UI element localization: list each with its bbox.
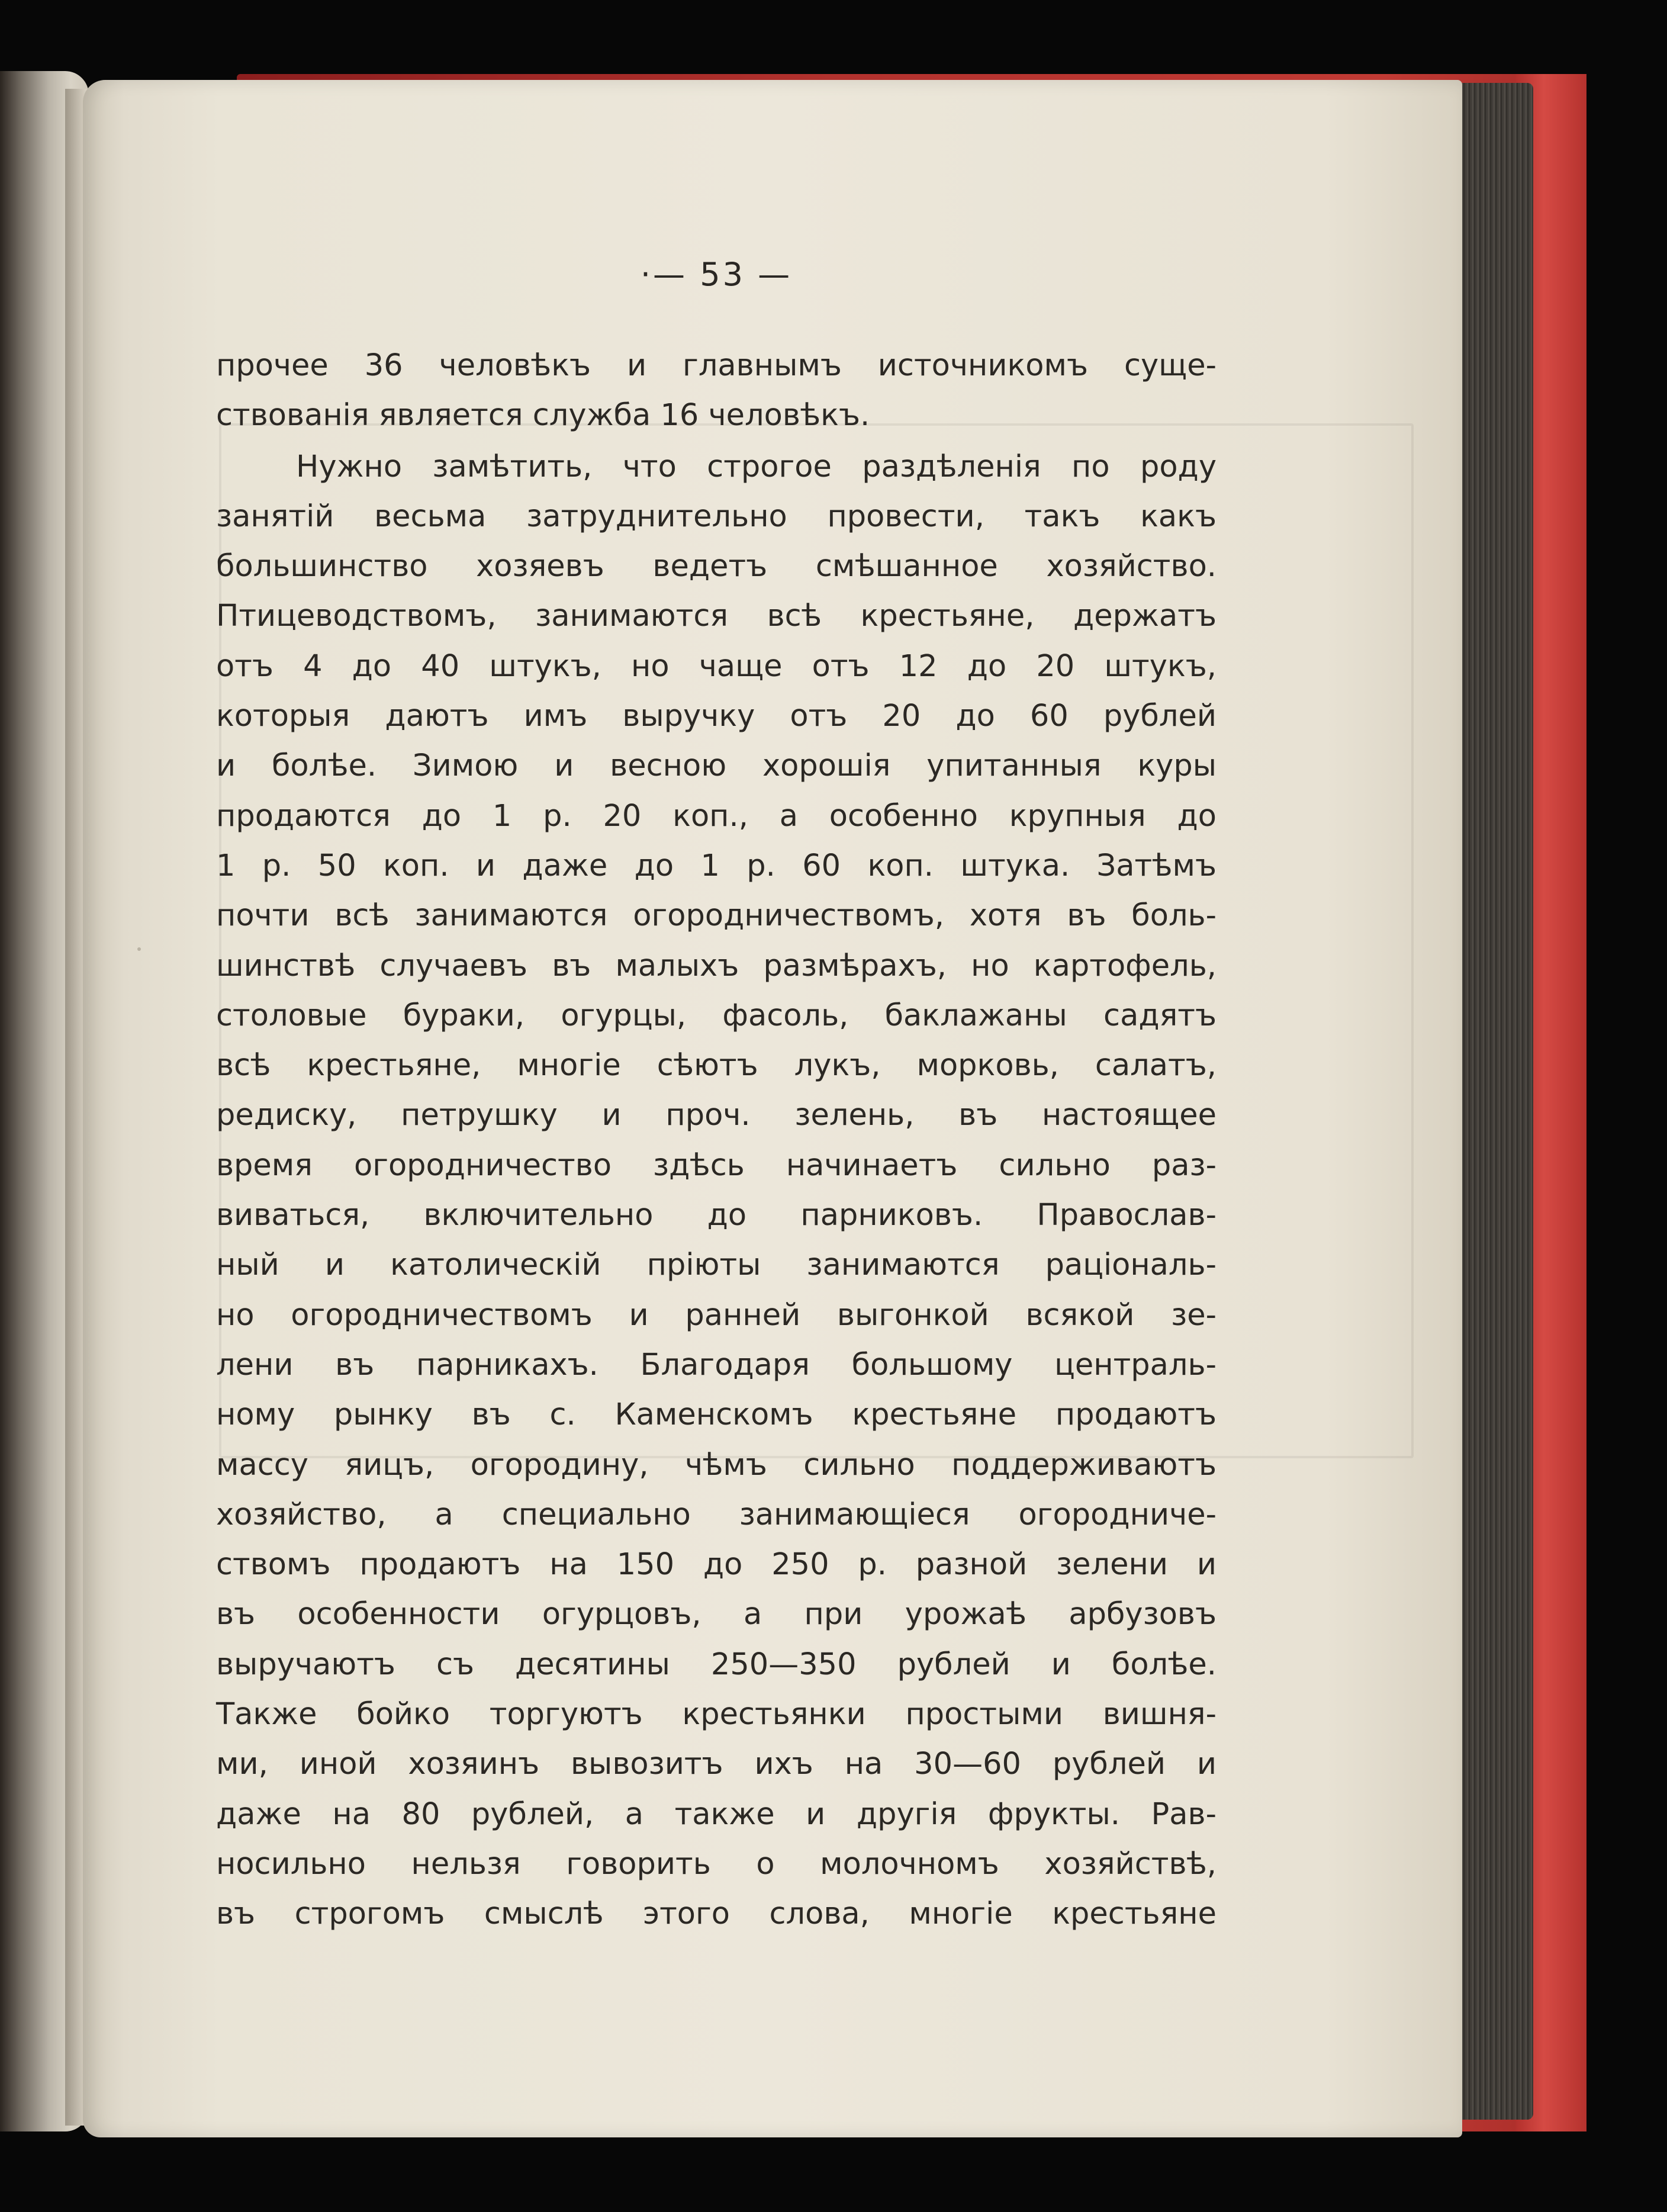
text-line: 1 р. 50 коп. и даже до 1 р. 60 коп. штука. Затѣмъ bbox=[216, 848, 1217, 883]
text-line: но огородничествомъ и ранней выгонкой всякой зе- bbox=[216, 1297, 1217, 1333]
text-line: столовые бураки, огурцы, фасоль, баклажаны садятъ bbox=[216, 998, 1217, 1033]
text-line: ствованія является служба 16 человѣкъ. bbox=[216, 398, 870, 433]
text-line: въ особенности огурцовъ, а при урожаѣ арбузовъ bbox=[216, 1597, 1217, 1632]
text-line: ный и католическій пріюты занимаются раціональ- bbox=[216, 1248, 1217, 1283]
text-line: ми, иной хозяинъ вывозитъ ихъ на 30—60 рублей и bbox=[216, 1747, 1217, 1782]
paper-speck bbox=[137, 947, 141, 951]
text-line: массу яицъ, огородину, чѣмъ сильно поддерживаютъ bbox=[216, 1447, 1217, 1483]
text-line: въ строгомъ смыслѣ этого слова, многіе крестьяне bbox=[216, 1896, 1217, 1932]
text-line: Птицеводствомъ, занимаются всѣ крестьяне, держатъ bbox=[216, 599, 1217, 634]
text-line: почти всѣ занимаются огородничествомъ, хотя въ боль- bbox=[216, 898, 1217, 934]
text-line: которыя даютъ имъ выручку отъ 20 до 60 рублей bbox=[216, 699, 1217, 734]
text-line: хозяйство, а специально занимающіеся огородниче- bbox=[216, 1497, 1217, 1532]
text-line: Также бойко торгуютъ крестьянки простыми вишня- bbox=[216, 1697, 1217, 1732]
text-line: большинство хозяевъ ведетъ смѣшанное хозяйство. bbox=[216, 549, 1217, 584]
text-line: занятій весьма затруднительно провести, такъ какъ bbox=[216, 499, 1217, 534]
text-line: отъ 4 до 40 штукъ, но чаще отъ 12 до 20 штукъ, bbox=[216, 648, 1217, 684]
text-line: носильно нельзя говорить о молочномъ хозяйствѣ, bbox=[216, 1846, 1217, 1882]
page-number: ·— 53 — bbox=[640, 256, 793, 293]
text-line: Нужно замѣтить, что строгое раздѣленія по роду bbox=[296, 449, 1217, 484]
text-line: редиску, петрушку и проч. зелень, въ настоящее bbox=[216, 1098, 1217, 1133]
text-line: прочее 36 человѣкъ и главнымъ источникомъ суще- bbox=[216, 348, 1217, 383]
text-line: выручаютъ съ десятины 250—350 рублей и болѣе. bbox=[216, 1647, 1217, 1682]
text-line: шинствѣ случаевъ въ малыхъ размѣрахъ, но картофель, bbox=[216, 948, 1217, 983]
text-line: и болѣе. Зимою и весною хорошія упитанныя куры bbox=[216, 748, 1217, 784]
text-line: даже на 80 рублей, а также и другія фрукты. Рав- bbox=[216, 1796, 1217, 1832]
text-line: виваться, включительно до парниковъ. Православ- bbox=[216, 1198, 1217, 1233]
text-line: время огородничество здѣсь начинаетъ сильно раз- bbox=[216, 1147, 1217, 1183]
body-text bbox=[216, 341, 1217, 1940]
text-line: лени въ парникахъ. Благодаря большому централь- bbox=[216, 1347, 1217, 1382]
text-line: всѣ крестьяне, многіе сѣютъ лукъ, морковь, салатъ, bbox=[216, 1048, 1217, 1084]
text-line: продаются до 1 р. 20 коп., а особенно крупныя до bbox=[216, 798, 1217, 834]
text-line: ствомъ продаютъ на 150 до 250 р. разной зелени и bbox=[216, 1547, 1217, 1583]
text-line: ному рынку въ с. Каменскомъ крестьяне продаютъ bbox=[216, 1397, 1217, 1433]
